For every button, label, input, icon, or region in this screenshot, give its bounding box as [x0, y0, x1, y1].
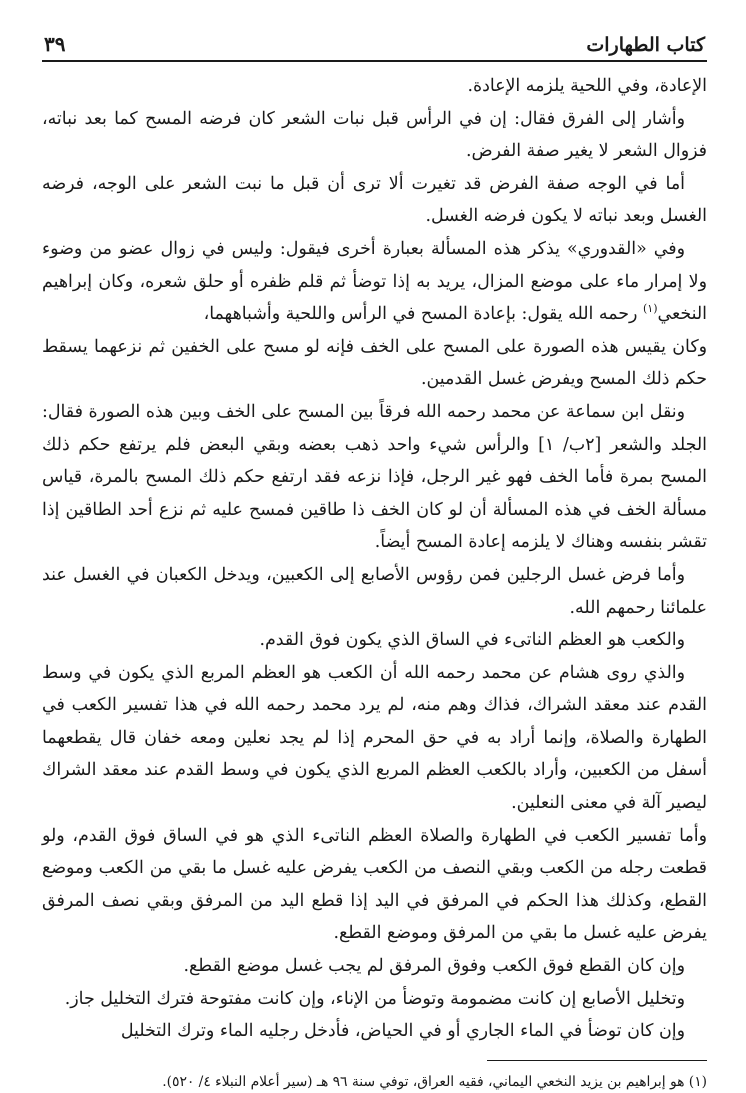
paragraph: وأشار إلى الفرق فقال: إن في الرأس قبل نبات الشعر كان فرضه المسح كما بعد نباته، فزوال الشعر لا يغير صفة الفرض. — [42, 108, 707, 162]
paragraph-text-continued: رحمه الله يقول: بإعادة المسح في الرأس واللحية وأشباههما، — [203, 304, 638, 325]
paragraph: وكان يقيس هذه الصورة على المسح على الخف فإنه لو مسح على الخفين ثم نزعهما يسقط حكم ذلك المسح ويفرض غسل القدمين. — [42, 336, 707, 390]
paragraph: وأما فرض غسل الرجلين فمن رؤوس الأصابع إلى الكعبين، ويدخل الكعبان في الغسل عند علمائنا رحمهم الله. — [42, 564, 707, 618]
footnote-separator — [487, 1060, 707, 1061]
paragraph: وتخليل الأصابع إن كانت مضمومة وتوضأ من الإناء، وإن كانت مفتوحة فترك التخليل جاز. — [64, 988, 685, 1009]
paragraph-text: وفي «القدوري» يذكر هذه المسألة بعبارة أخرى فيقول: وليس في زوال عضو من وضوء ولا إمرار ماء على موضع المزال، يريد به إذا توضأ ثم قلم ظفره أو حلق شعره، وكان إبراهيم النخعي — [42, 238, 707, 325]
paragraph: أما في الوجه صفة الفرض قد تغيرت ألا ترى أن قبل ما نبت الشعر على الوجه، فرضه الغسل وبعد نباته لا يكون فرضه الغسل. — [42, 173, 707, 227]
paragraph: وإن كان القطع فوق الكعب وفوق المرفق لم يجب غسل موضع القطع. — [183, 956, 685, 977]
paragraph: والكعب هو العظم الناتىء في الساق الذي يكون فوق القدم. — [259, 630, 685, 651]
paragraph — [42, 233, 707, 331]
running-title: كتاب الطهارات — [586, 34, 705, 56]
page-body — [42, 70, 707, 1048]
footnote-text: هو إبراهيم بن يزيد النخعي اليماني، فقيه العراق، توفي سنة ٩٦ هـ (سير أعلام النبلاء ٤/ ٥٢٠). — [162, 1073, 685, 1090]
footnote-marker: (١) — [688, 1073, 707, 1090]
paragraph: الإعادة، وفي اللحية يلزمه الإعادة. — [467, 76, 707, 96]
paragraph: وإن كان توضأ في الماء الجاري أو في الحياض، فأدخل رجليه الماء وترك التخليل — [120, 1021, 685, 1042]
book-page — [42, 28, 707, 1093]
paragraph: والذي روى هشام عن محمد رحمه الله أن الكعب هو العظم المربع الذي يكون في وسط القدم عند معقد الشراك، فذاك وهم منه، لم يرد محمد رحمه الله في هذا تفسير الكعب في الطهارة والصلاة، وإنما أراد به في حق المحرم إذا لم يجد نعلين ومعه خفان قال يقطعهما أسفل من الكعبين، وأراد بالكعب العظم المربع الذي يكون في وسط القدم عند معقد الشراك ليصير آلة في معنى النعلين. — [42, 662, 707, 814]
page-number: ٣٩ — [44, 32, 66, 56]
page-header — [42, 28, 707, 62]
footnote-reference[interactable]: (١) — [642, 302, 658, 316]
paragraph: وأما تفسير الكعب في الطهارة والصلاة العظم الناتىء الذي هو في الساق فوق القدم، ولو قطعت رجله من الكعب وبقي النصف من الكعب يفرض عليه غسل ما بقي من الكعب وموضع القطع، وكذلك هذا الحكم في المرفق في اليد إذا قطع اليد من المرفق وبقي نصف المرفق يفرض عليه غسل ما بقي من المرفق وموضع القطع. — [42, 825, 707, 944]
paragraph: ونقل ابن سماعة عن محمد رحمه الله فرقاً بين المسح على الخف وبين هذه الصورة فقال: الجلد والشعر [٢ب/ ١] والرأس شيء واحد ذهب بعضه وبقي البعض فلم يرتفع حكم ذلك المسح بمرة فأما الخف فهو غير الرجل، فإذا نزعه فقد ارتفع حكم ذلك المسح بالمرة، قياس مسألة الخف في هذه المسألة أن لو كان الخف ذا طاقين فمسح عليه ثم نزع أحد الطاقين إذا تقشر بنفسه وهناك لا يلزمه إعادة المسح أيضاً. — [42, 401, 707, 553]
